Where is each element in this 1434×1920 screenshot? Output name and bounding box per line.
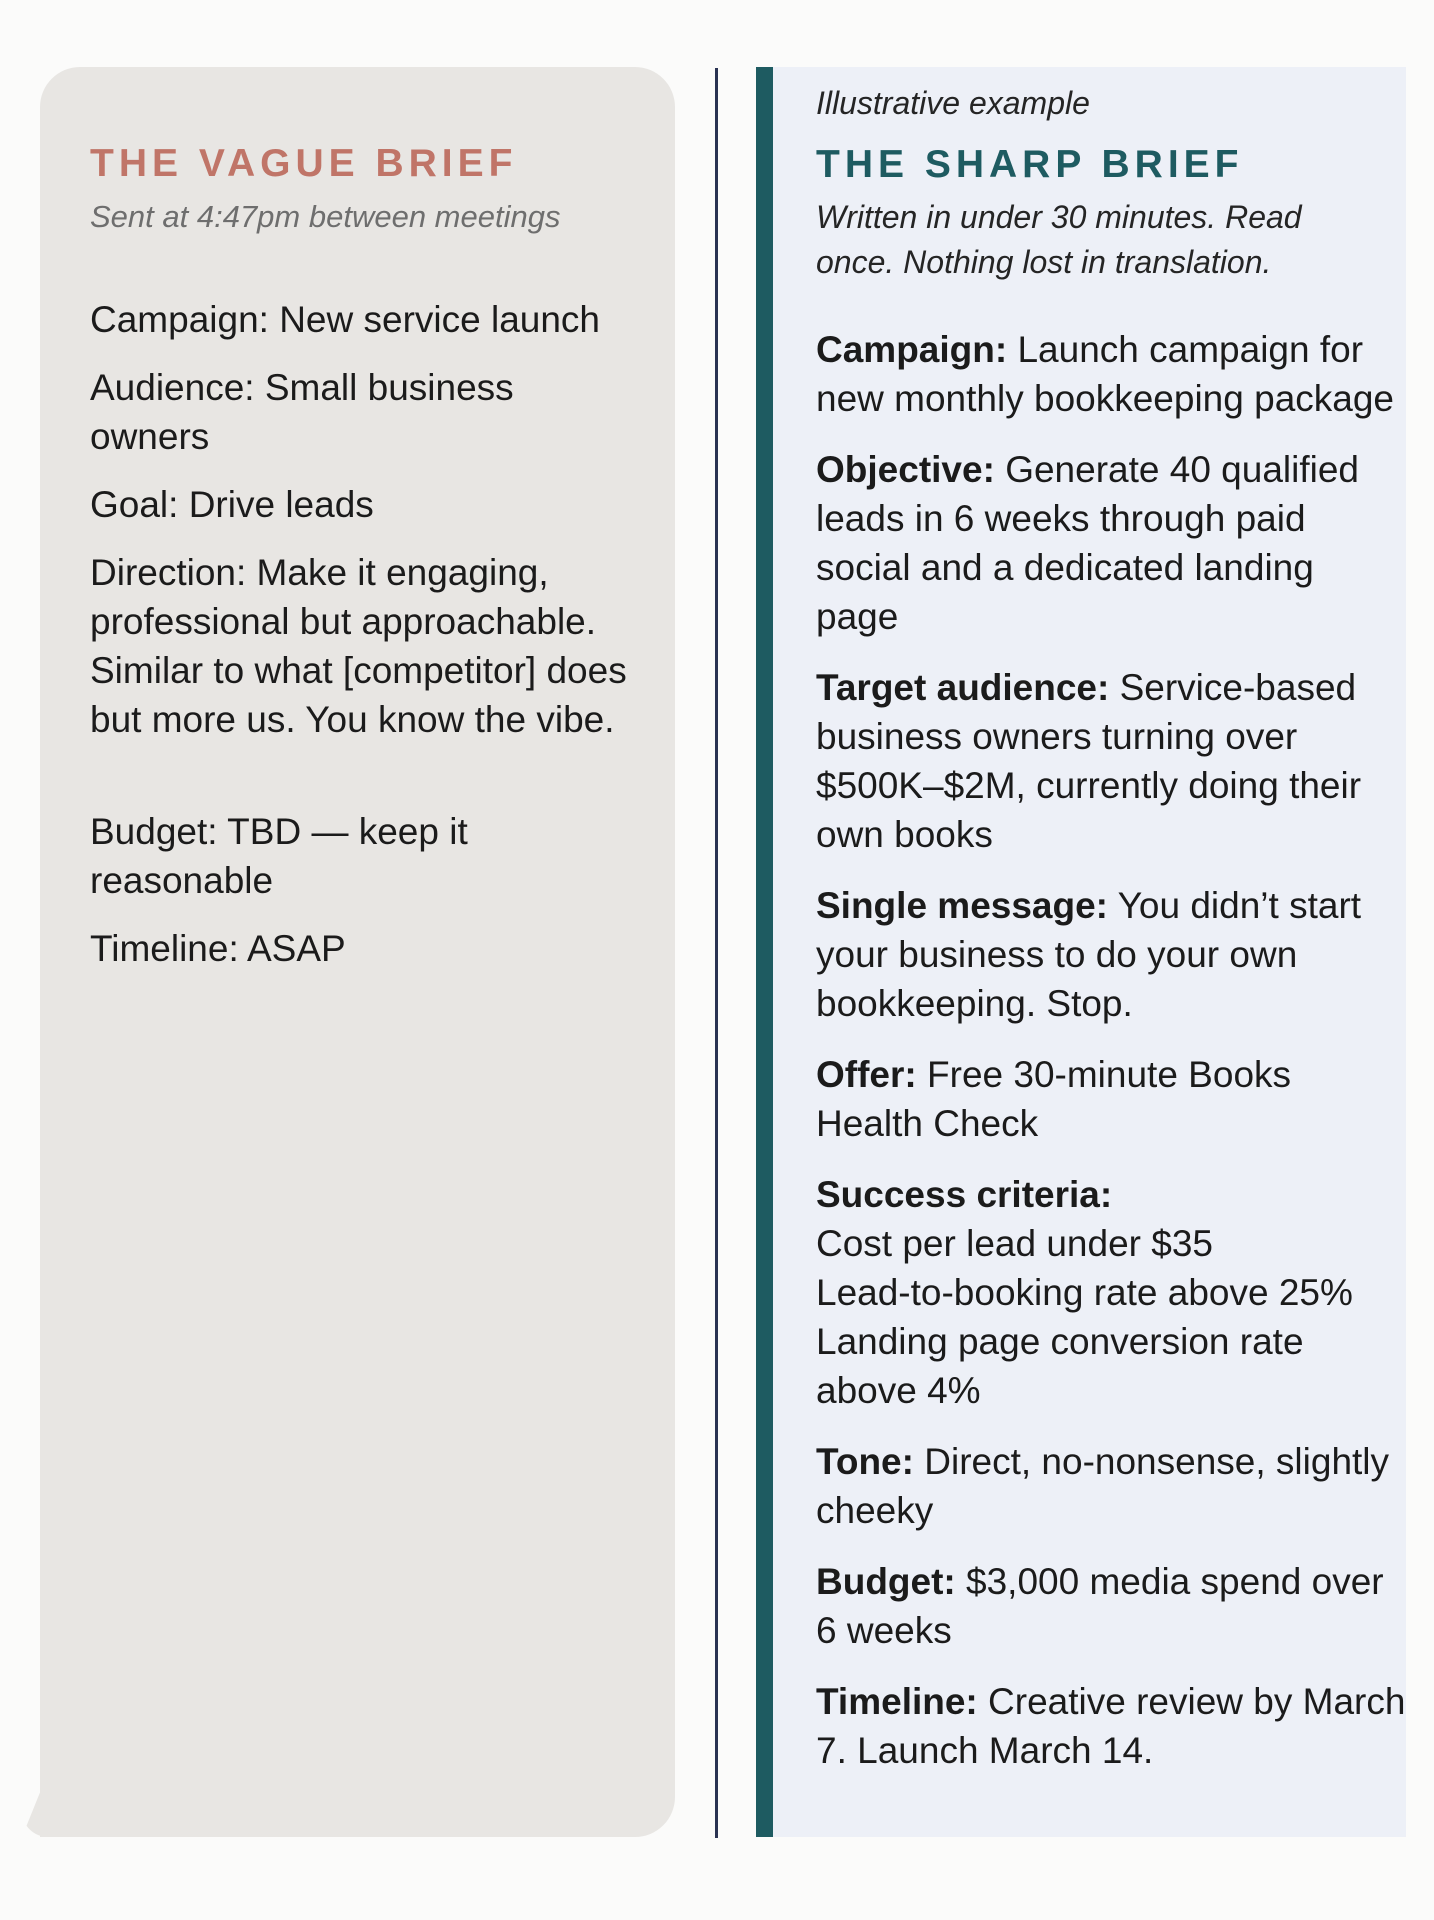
sharp-brief-subtitle: Written in under 30 minutes. Read once. Nothing lost in translation. — [816, 199, 1302, 281]
sharp-single-message-text: You didn’t start your business to do your own bookkeeping. Stop. — [816, 885, 1362, 1025]
sharp-objective — [816, 445, 1406, 641]
sharp-campaign-label: Campaign: — [816, 329, 1008, 371]
sharp-campaign — [816, 325, 1406, 423]
success-criterion: Lead-to-booking rate above 25% — [816, 1272, 1353, 1314]
sharp-campaign-text: Launch campaign for new monthly bookkeeping package — [816, 329, 1394, 420]
sharp-tone-label: Tone: — [816, 1441, 914, 1483]
sharp-single-message-label: Single message: — [816, 885, 1109, 927]
sharp-timeline-label: Timeline: — [816, 1681, 978, 1723]
vague-brief-subtitle: Sent at 4:47pm between meetings — [90, 198, 561, 234]
column-divider — [715, 68, 718, 1838]
sharp-offer-label: Offer: — [816, 1054, 917, 1096]
vague-brief-bubble — [40, 67, 675, 1837]
sharp-tone-text: Direct, no-nonsense, slightly cheeky — [816, 1441, 1390, 1532]
sharp-offer — [816, 1050, 1406, 1148]
accent-bar — [756, 67, 773, 1837]
success-criterion: Landing page conversion rate above 4% — [816, 1321, 1304, 1412]
sharp-target-audience-label: Target audience: — [816, 667, 1110, 709]
sharp-timeline-text: Creative review by March 7. Launch March 14. — [816, 1681, 1406, 1772]
sharp-tone — [816, 1437, 1406, 1535]
sharp-target-audience — [816, 663, 1406, 859]
sharp-budget — [816, 1557, 1406, 1655]
sharp-objective-label: Objective: — [816, 449, 995, 491]
sharp-timeline — [816, 1677, 1406, 1775]
vague-campaign: Campaign: New service launch — [90, 298, 601, 340]
vague-brief-title: THE VAGUE BRIEF — [90, 142, 518, 185]
bubble-tail — [22, 1791, 80, 1837]
sharp-brief-panel — [756, 67, 1406, 1837]
sharp-offer-text: Free 30-minute Books Health Check — [816, 1054, 1292, 1145]
sharp-target-audience-text: Service-based business owners turning over $500K–$2M, currently doing their own books — [816, 667, 1362, 856]
sharp-brief-title: THE SHARP BRIEF — [816, 143, 1244, 187]
sharp-success-criteria — [816, 1170, 1406, 1415]
vague-direction: Direction: Make it engaging, professional but approachable. Similar to what [competitor] does but more us. You know the vibe. — [90, 551, 627, 740]
vague-budget: Budget: TBD — keep it reasonable — [90, 810, 468, 901]
vague-goal: Goal: Drive leads — [90, 483, 374, 525]
sharp-objective-text: Generate 40 qualified leads in 6 weeks through paid social and a dedicated landing page — [816, 449, 1359, 638]
sharp-budget-label: Budget: — [816, 1561, 956, 1603]
vague-audience: Audience: Small business owners — [90, 366, 514, 457]
sharp-single-message — [816, 881, 1406, 1028]
sharp-brief-kicker: Illustrative example — [816, 85, 1090, 121]
vague-timeline: Timeline: ASAP — [90, 927, 346, 969]
sharp-budget-text: $3,000 media spend over 6 weeks — [816, 1561, 1384, 1652]
sharp-success-criteria-label: Success criteria: — [816, 1174, 1113, 1216]
success-criterion: Cost per lead under $35 — [816, 1223, 1213, 1265]
